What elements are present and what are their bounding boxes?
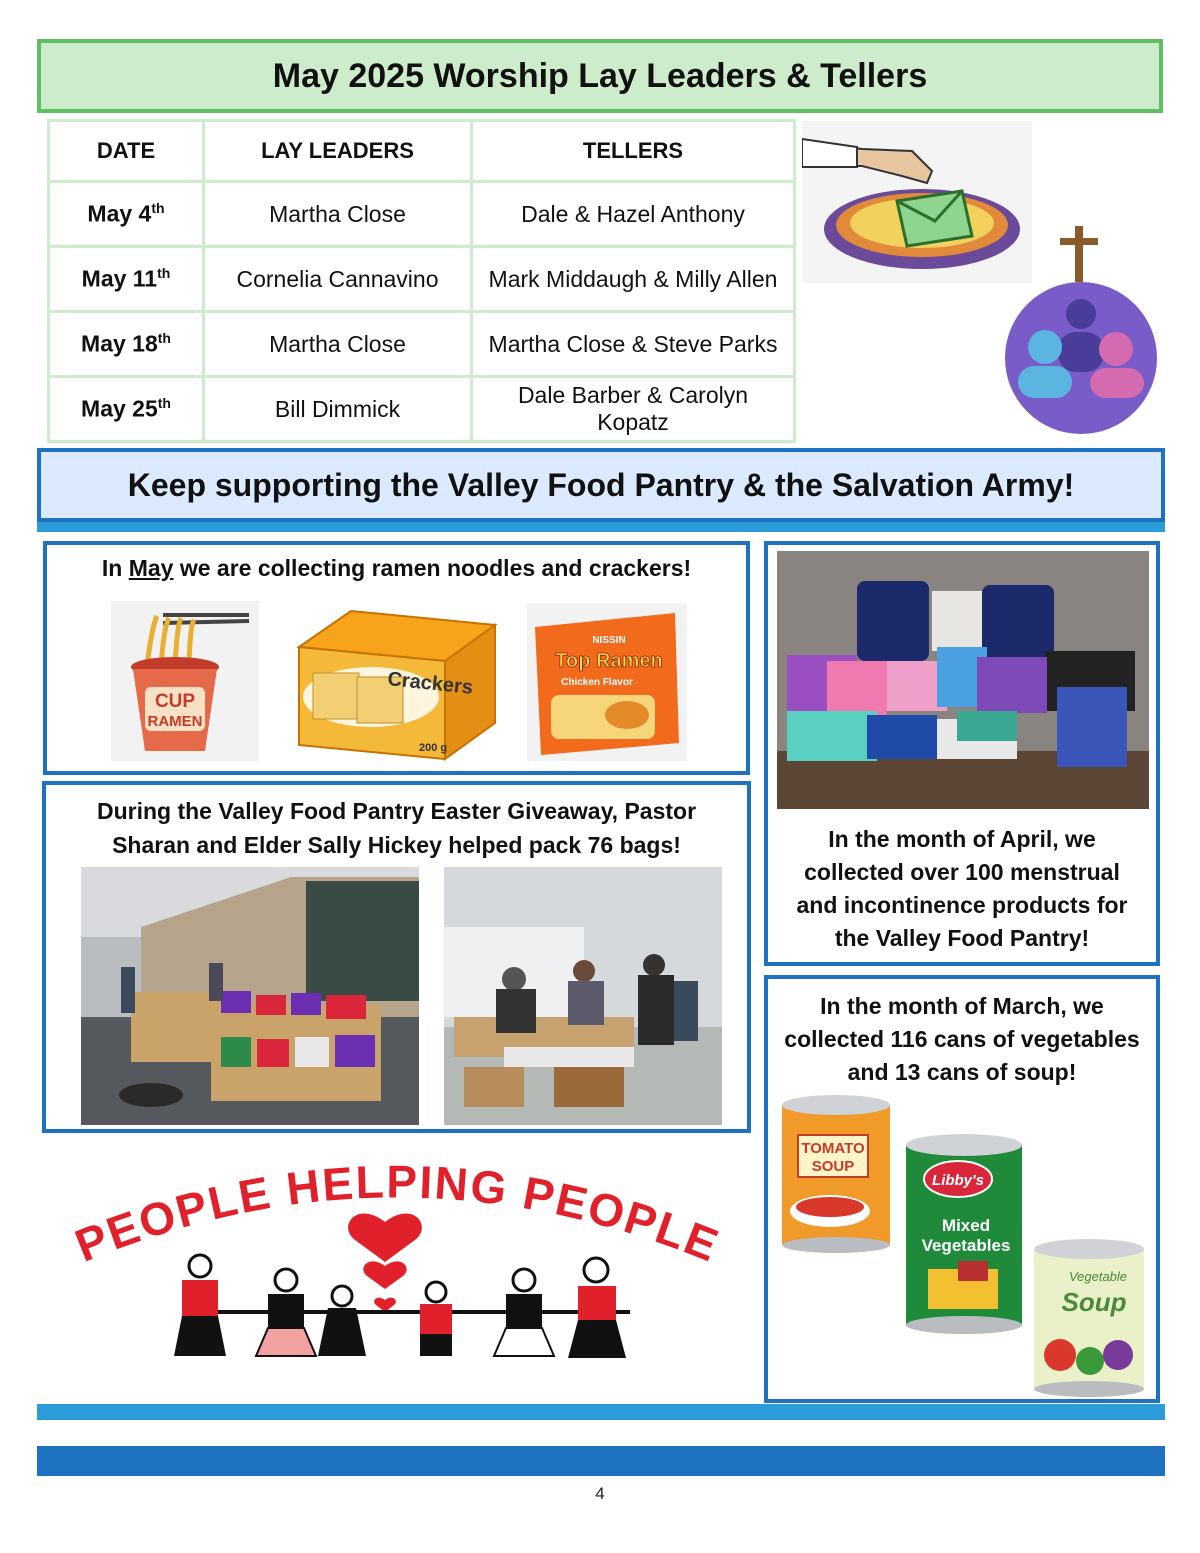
schedule-table: [47, 119, 796, 443]
date-cell: May 18th: [49, 312, 204, 377]
tellers-cell: Dale & Hazel Anthony: [472, 182, 795, 247]
hygiene-products-photo: [777, 551, 1149, 809]
column-header-date: DATE: [49, 121, 204, 182]
food-pantry-banner-title: Keep supporting the Valley Food Pantry & the Salvation Army!: [127, 466, 1075, 503]
tellers-cell: Martha Close & Steve Parks: [472, 312, 795, 377]
mixed-vegetables-can: [906, 1134, 1022, 1334]
svg-text:Soup: Soup: [1061, 1287, 1127, 1317]
logo-text: PEOPLE HELPING PEOPLE: [67, 1160, 727, 1272]
ramen-name: Top Ramen: [555, 650, 663, 672]
stick-figure: [420, 1282, 452, 1356]
cup-label: CUP: [154, 691, 196, 712]
stick-figure: [568, 1258, 626, 1358]
date-cell: May 11th: [49, 247, 204, 312]
table-header-row: [49, 121, 795, 182]
section-divider-bar: [37, 1404, 1165, 1420]
date-cell: May 25th: [49, 377, 204, 442]
food-pantry-banner: [37, 448, 1165, 532]
table-row: [49, 247, 795, 312]
svg-text:Mixed: Mixed: [941, 1216, 991, 1235]
cross-icon: [1075, 226, 1083, 282]
stick-figure: [174, 1255, 226, 1356]
march-collection-text: In the month of March, we collected 116 cans of vegetables and 13 cans of soup!: [784, 993, 1140, 1085]
svg-text:Vegetable: Vegetable: [1068, 1269, 1128, 1284]
cup-label-sub: RAMEN: [147, 713, 203, 730]
schedule-title: May 2025 Worship Lay Leaders & Tellers: [272, 56, 928, 95]
vegetable-soup-can: [1034, 1239, 1144, 1397]
church-community-icon: [1000, 222, 1162, 436]
table-row: [49, 312, 795, 377]
footer-bar: [37, 1446, 1165, 1476]
april-collection-text: In the month of April, we collected over 100 menstrual and incontinence products for the Valley Food Pantry!: [796, 826, 1128, 951]
april-collection-box: [764, 541, 1160, 966]
offering-plate-illustration: [802, 121, 1032, 283]
outdoor-packing-photo: [81, 867, 419, 1125]
heart-icon: [363, 1261, 406, 1289]
indoor-packing-photo: [444, 867, 722, 1125]
svg-text:Vegetables: Vegetables: [921, 1236, 1011, 1255]
march-collection-box: [764, 975, 1160, 1403]
lay-leader-cell: Martha Close: [204, 312, 472, 377]
tellers-cell: Dale Barber & Carolyn Kopatz: [472, 377, 795, 442]
stick-figure: [318, 1286, 366, 1356]
schedule-title-banner: [37, 39, 1163, 113]
canned-goods-image: [778, 1093, 1156, 1401]
page-number: 4: [595, 1484, 605, 1503]
table-row: [49, 182, 795, 247]
tellers-cell: Mark Middaugh & Milly Allen: [472, 247, 795, 312]
crackers-weight: 200 g: [419, 742, 448, 754]
heart-icon: [348, 1213, 422, 1262]
banner-underline: [37, 522, 1165, 532]
svg-text:SOUP: SOUP: [811, 1158, 855, 1175]
cup-ramen-image: [111, 601, 259, 761]
lay-leader-cell: Bill Dimmick: [204, 377, 472, 442]
date-cell: May 4th: [49, 182, 204, 247]
svg-text:Libby's: Libby's: [932, 1172, 984, 1189]
food-pantry-banner-box: [37, 448, 1165, 522]
table-row: [49, 377, 795, 442]
crackers-box-image: [295, 605, 501, 763]
may-collection-text: In May we are collecting ramen noodles and crackers!: [101, 555, 692, 581]
people-helping-people-logo: [40, 1160, 750, 1385]
column-header-tellers: TELLERS: [472, 121, 795, 182]
easter-giveaway-box: [42, 781, 751, 1133]
may-collection-box: [43, 541, 750, 775]
column-header-lay-leaders: LAY LEADERS: [204, 121, 472, 182]
ramen-brand: NISSIN: [592, 635, 626, 646]
lay-leader-cell: Cornelia Cannavino: [204, 247, 472, 312]
heart-icon: [374, 1298, 396, 1312]
tomato-soup-can: [782, 1095, 890, 1253]
svg-text:TOMATO: TOMATO: [801, 1140, 865, 1157]
crackers-label: Crackers: [386, 668, 474, 699]
ramen-flavor: Chicken Flavor: [561, 677, 633, 688]
easter-giveaway-text: During the Valley Food Pantry Easter Giveaway, Pastor Sharan and Elder Sally Hickey helped pack 76 bags!: [96, 798, 697, 858]
envelope-icon: [897, 191, 972, 246]
top-ramen-package-image: [527, 603, 687, 761]
lay-leader-cell: Martha Close: [204, 182, 472, 247]
